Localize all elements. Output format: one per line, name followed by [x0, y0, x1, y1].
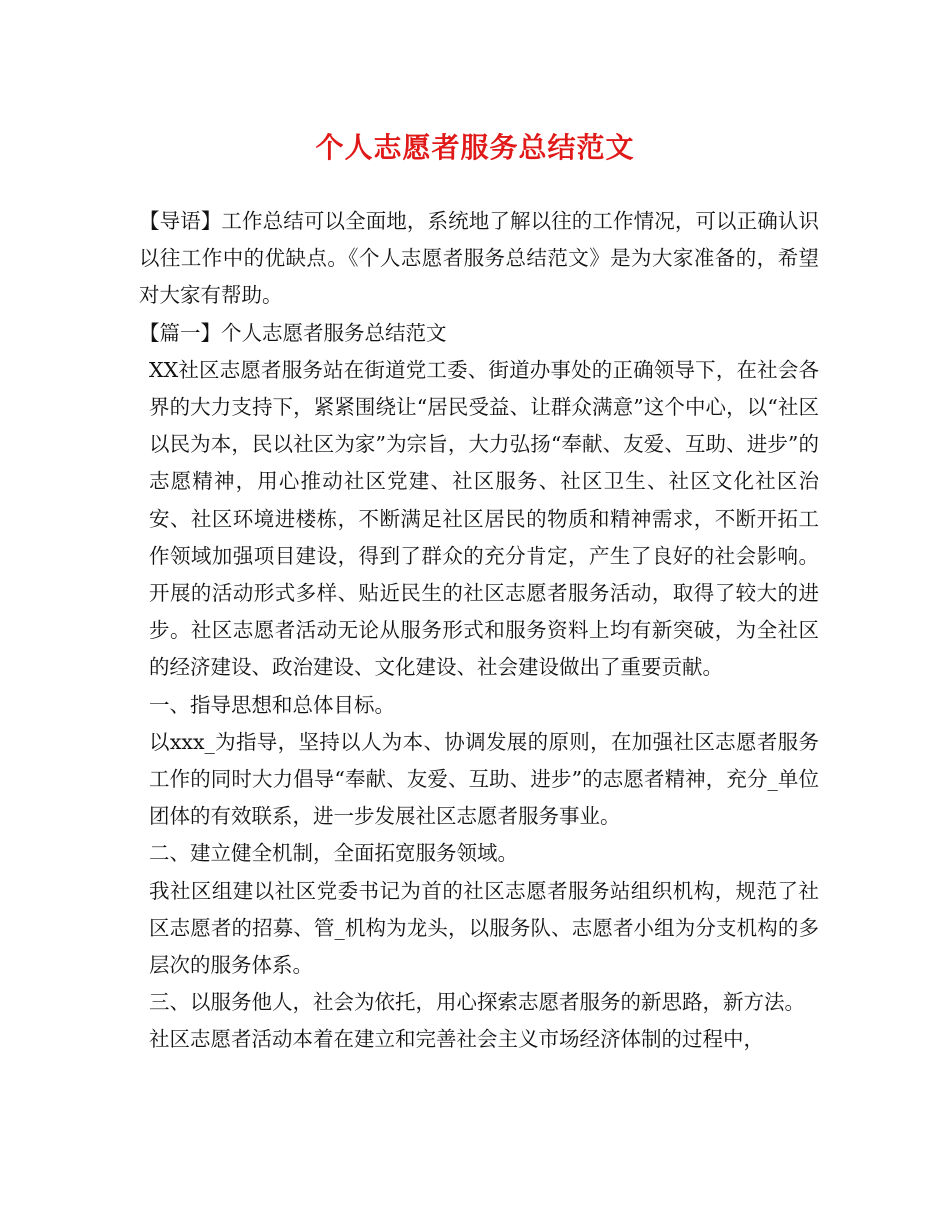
subsection-heading: 二、建立健全机制，全面拓宽服务领域。 — [149, 841, 518, 866]
subsection-heading: 三、以服务他人，社会为依托，用心探索志愿者服务的新思路，新方法。 — [149, 990, 805, 1015]
document-title: 个人志愿者服务总结范文 — [315, 131, 635, 164]
subsection-heading: 一、指导思想和总体目标。 — [149, 692, 395, 717]
body-paragraph: 社区志愿者活动本着在建立和完善社会主义市场经济体制的过程中， — [149, 1027, 764, 1052]
section-heading: 【篇一】个人志愿者服务总结范文 — [139, 320, 447, 345]
body-paragraph: 以xxx_为指导，坚持以人为本、协调发展的原则，在加强社区志愿者服务工作的同时大力倡导“奉献、友爱、互助、进步”的志愿者精神，充分_单位团体的有效联系，进一步发展社区志愿者服务事业。 — [149, 729, 819, 829]
document-body — [139, 203, 819, 1059]
intro-paragraph: 【导语】工作总结可以全面地，系统地了解以往的工作情况，可以正确认识以往工作中的优缺点。《个人志愿者服务总结范文》是为大家准备的，希望对大家有帮助。 — [139, 209, 819, 308]
body-paragraph: XX社区志愿者服务站在街道党工委、街道办事处的正确领导下，在社会各界的大力支持下，紧紧围绕让“居民受益、让群众满意”这个中心，以“社区以民为本，民以社区为家”为宗旨，大力弘扬“奉献、友爱、互助、进步”的志愿精神，用心推动社区党建、社区服务、社区卫生、社区文化社区治安、社区环境进楼栋，不断满足社区居民的物质和精神需求，不断开拓工作领域加强项目建设，得到了群众的充分肯定，产生了良好的社会影响。开展的活动形式多样、贴近民生的社区志愿者服务活动，取得了较大的进步。社区志愿者活动无论从服务形式和服务资料上均有新突破，为全社区的经济建设、政治建设、文化建设、社会建设做出了重要贡献。 — [149, 357, 819, 680]
body-paragraph: 我社区组建以社区党委书记为首的社区志愿者服务站组织机构，规范了社区志愿者的招募、管_机构为龙头，以服务队、志愿者小组为分支机构的多层次的服务体系。 — [149, 878, 819, 978]
